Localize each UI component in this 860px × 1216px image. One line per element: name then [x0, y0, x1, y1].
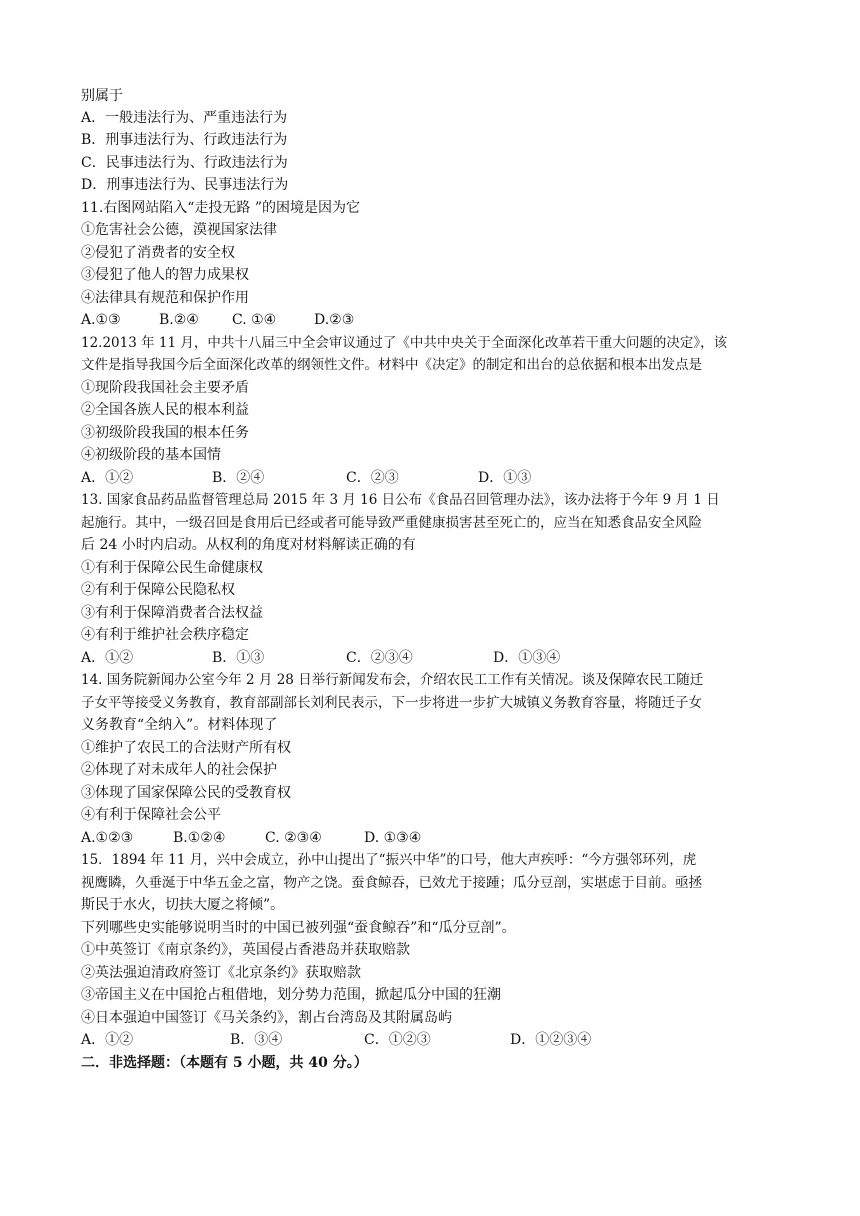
q12-item-2: ②全国各族人民的根本利益	[81, 402, 249, 418]
q11-item-1: ①危害社会公德，漠视国家法律	[81, 222, 277, 238]
q10-option-d: D．刑事违法行为、民事违法行为	[81, 177, 289, 193]
q15-option-a: A．①②	[81, 1032, 134, 1048]
q13-option-a: A．①②	[81, 650, 134, 666]
q11-item-2: ②侵犯了消费者的安全权	[81, 245, 235, 261]
q13-option-d: D．①③④	[493, 650, 561, 666]
q15-item-2: ②英法强迫清政府签订《北京条约》获取赔款	[81, 965, 361, 981]
q10-option-b: B．刑事违法行为、行政违法行为	[81, 132, 288, 148]
q11-option-b: B.②④	[159, 312, 199, 328]
q13-option-b: B．①③	[212, 650, 265, 666]
q13-stem-line3: 后 24 小时内启动。从权利的角度对材料解读正确的有	[81, 537, 416, 553]
q15-option-c: C．①②③	[364, 1032, 431, 1048]
q12-item-4: ④初级阶段的基本国情	[81, 447, 221, 463]
q13-stem-line1: 13. 国家食品药品监督管理总局 2015 年 3 月 16 日公布《食品召回管理办法》，该办法将于今年 9 月 1 日	[81, 492, 720, 508]
q15-stem-line2: 视鹰瞵，久垂涎于中华五金之富，物产之饶。蚕食鲸吞，已效尤于接踵；瓜分豆剖，实堪虑于目前。亟拯	[81, 875, 702, 891]
q14-option-a: A.①②③	[81, 830, 134, 846]
q15-option-b: B．③④	[230, 1032, 283, 1048]
q12-option-b: B．②④	[212, 470, 265, 486]
q10-option-a: A．一般违法行为、严重违法行为	[81, 110, 288, 126]
q13-item-2: ②有利于保障公民隐私权	[81, 582, 235, 598]
q15-stem-line3: 斯民于水火，切扶大厦之将倾”。	[81, 897, 285, 913]
q12-stem-line1: 12.2013 年 11 月，中共十八届三中全会审议通过了《中共中央关于全面深化改革若干重大问题的决定》，该	[81, 335, 728, 351]
q14-item-4: ④有利于保障社会公平	[81, 807, 221, 823]
q12-option-d: D．①③	[478, 470, 532, 486]
q14-item-3: ③体现了国家保障公民的受教育权	[81, 785, 291, 801]
q10-stem-tail: 别属于	[81, 88, 123, 104]
q11-option-c: C. ①④	[232, 312, 277, 328]
q10-option-c: C．民事违法行为、行政违法行为	[81, 155, 288, 171]
q13-option-c: C．②③④	[346, 650, 413, 666]
q12-option-c: C．②③	[346, 470, 399, 486]
q12-option-a: A．①②	[81, 470, 134, 486]
q15-question: 下列哪些史实能够说明当时的中国已被列强“蚕食鲸吞”和“瓜分豆剖”。	[81, 920, 516, 936]
q14-stem-line2: 子女平等接受义务教育，教育部副部长刘利民表示，下一步将进一步扩大城镇义务教育容量，将随迁子女	[81, 695, 702, 711]
q13-item-3: ③有利于保障消费者合法权益	[81, 605, 263, 621]
q14-stem-line3: 义务教育“全纳入”。材料体现了	[81, 717, 278, 733]
q12-item-3: ③初级阶段我国的根本任务	[81, 425, 249, 441]
q11-item-4: ④法律具有规范和保护作用	[81, 290, 249, 306]
q14-stem-line1: 14. 国务院新闻办公室今年 2 月 28 日举行新闻发布会，介绍农民工工作有关情况。谈及保障农民工随迁	[81, 672, 704, 688]
q11-item-3: ③侵犯了他人的智力成果权	[81, 267, 249, 283]
q11-stem: 11.右图网站陷入“走投无路 ”的困境是因为它	[81, 200, 361, 216]
q14-item-2: ②体现了对未成年人的社会保护	[81, 762, 277, 778]
q15-item-3: ③帝国主义在中国抢占租借地，划分势力范围，掀起瓜分中国的狂潮	[81, 987, 501, 1003]
q15-item-4: ④日本强迫中国签订《马关条约》，割占台湾岛及其附属岛屿	[81, 1010, 452, 1026]
q12-item-1: ①现阶段我国社会主要矛盾	[81, 380, 249, 396]
q14-option-b: B.①②④	[173, 830, 226, 846]
q13-item-1: ①有利于保障公民生命健康权	[81, 560, 263, 576]
q15-option-d: D．①②③④	[510, 1032, 592, 1048]
q14-option-d: D. ①③④	[364, 830, 422, 846]
q15-stem-line1: 15．1894 年 11 月，兴中会成立，孙中山提出了“振兴中华”的口号，他大声疾呼：“今方强邻环列，虎	[81, 852, 697, 868]
q11-option-a: A.①③	[81, 312, 121, 328]
q13-item-4: ④有利于维护社会秩序稳定	[81, 627, 249, 643]
q14-item-1: ①维护了农民工的合法财产所有权	[81, 740, 291, 756]
q11-option-d: D.②③	[314, 312, 355, 328]
q15-item-1: ①中英签订《南京条约》，英国侵占香港岛并获取赔款	[81, 942, 410, 958]
q14-option-c: C. ②③④	[265, 830, 322, 846]
q12-stem-line2: 文件是指导我国今后全面深化改革的纲领性文件。材料中《决定》的制定和出台的总依据和根本出发点是	[81, 357, 702, 373]
section-two-heading: 二．非选择题：（本题有 5 小题，共 40 分。）	[81, 1055, 368, 1071]
q13-stem-line2: 起施行。其中，一级召回是食用后已经或者可能导致严重健康损害甚至死亡的，应当在知悉食品安全风险	[81, 515, 702, 531]
